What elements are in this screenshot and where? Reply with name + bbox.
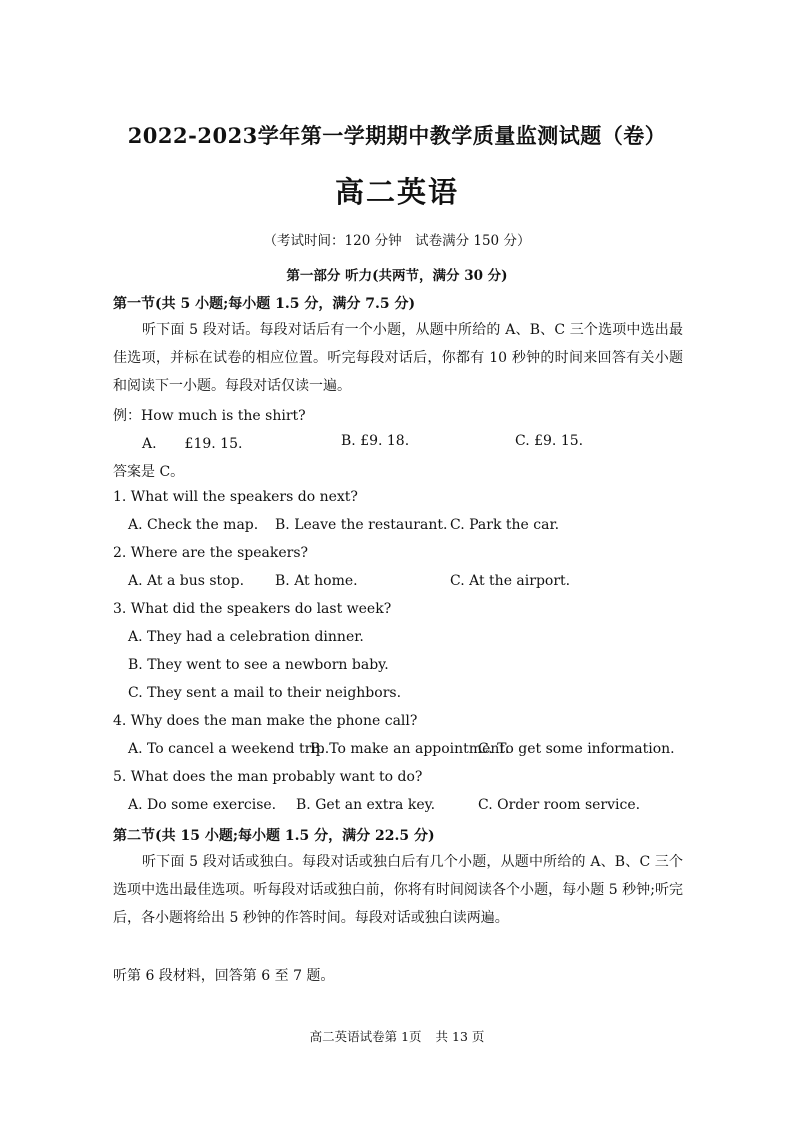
page-footer <box>0 1027 794 1045</box>
question-5: 5. What does the man probably want to do? <box>113 769 423 785</box>
q5-option-a: A. Do some exercise. <box>128 797 277 813</box>
q4-option-c: C. To get some information. <box>478 741 675 757</box>
question-3: 3. What did the speakers do last week? <box>113 601 392 617</box>
exam-info: （考试时间：120 分钟 试卷满分 150 分） <box>263 233 531 249</box>
exam-title: 2022-2023学年第一学期期中教学质量监测试题（卷） <box>127 123 667 148</box>
page-label: 高二英语试卷第 1页 <box>309 1029 422 1044</box>
material-note: 听第 6 段材料，回答第 6 至 7 题。 <box>113 968 335 984</box>
q4-option-b: B. To make an appointment. <box>310 741 510 757</box>
example-answer: 答案是 C。 <box>113 464 185 480</box>
subject-title: 高二英语 <box>334 175 459 209</box>
example-question: 例：How much is the shirt? <box>113 408 306 424</box>
section2-heading: 第二节(共 15 小题;每小题 1.5 分，满分 22.5 分) <box>113 828 435 844</box>
q1-option-b: B. Leave the restaurant. <box>275 517 448 533</box>
q1-option-c: C. Park the car. <box>450 517 560 533</box>
q2-option-a: A. At a bus stop. <box>128 573 245 589</box>
question-1: 1. What will the speakers do next? <box>113 489 358 505</box>
total-pages: 共 13 页 <box>435 1029 485 1044</box>
example-option-c: C. £9. 15. <box>515 433 584 449</box>
q3-option-a: A. They had a celebration dinner. <box>128 629 364 645</box>
example-option-b: B. £9. 18. <box>341 433 410 449</box>
q3-option-b: B. They went to see a newborn baby. <box>128 657 389 673</box>
q1-option-a: A. Check the map. <box>128 517 259 533</box>
part1-title: 第一部分 听力(共两节，满分 30 分) <box>286 268 508 284</box>
q5-option-b: B. Get an extra key. <box>296 797 436 813</box>
q2-option-c: C. At the airport. <box>450 573 571 589</box>
q3-option-c: C. They sent a mail to their neighbors. <box>128 685 402 701</box>
section1-heading: 第一节(共 5 小题;每小题 1.5 分，满分 7.5 分) <box>113 296 416 312</box>
q5-option-c: C. Order room service. <box>478 797 641 813</box>
q4-option-a: A. To cancel a weekend trip. <box>128 741 330 757</box>
question-2: 2. Where are the speakers? <box>113 545 309 561</box>
example-option-a: A. £19. 15. <box>142 436 243 452</box>
q2-option-b: B. At home. <box>275 573 358 589</box>
section1-instructions: 听下面 5 段对话。每段对话后有一个小题，从题中所给的 A、B、C 三个选项中选出最佳选项，并标在试卷的相应位置。听完每段对话后，你都有 10 秒钟的时间来回答有关小题和阅读下一小题。每段对话仅读一遍。 <box>113 322 683 394</box>
question-4: 4. Why does the man make the phone call? <box>113 713 418 729</box>
section2-instructions: 听下面 5 段对话或独白。每段对话或独白后有几个小题，从题中所给的 A、B、C 三个选项中选出最佳选项。听每段对话或独白前，你将有时间阅读各个小题，每小题 5 秒钟;听完后，各小题将给出 5 秒钟的作答时间。每段对话或独白读两遍。 <box>113 854 683 926</box>
